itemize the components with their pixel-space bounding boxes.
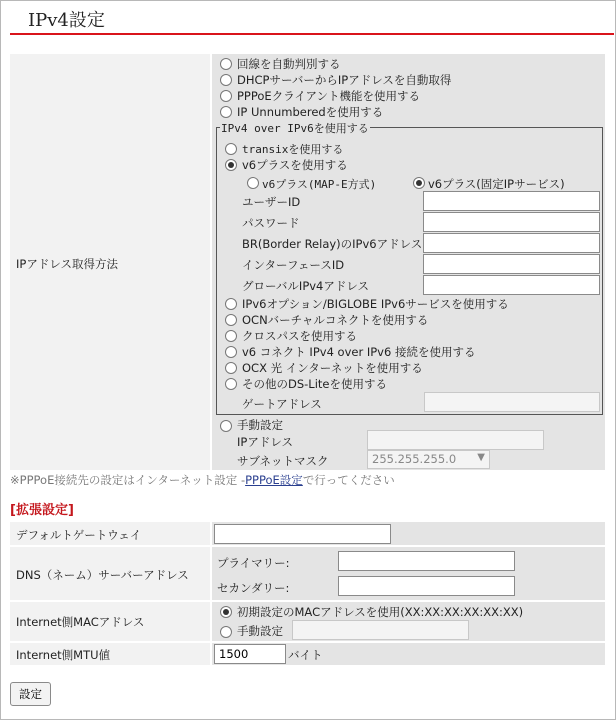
dns-label: DNS（ネーム）サーバーアドレス [16, 568, 189, 582]
user-id-input[interactable] [423, 191, 600, 211]
option-v6plus-fixed: v6プラス(固定IPサービス) [428, 177, 565, 191]
br-ipv6-input[interactable] [423, 233, 600, 253]
submit-button[interactable]: 設定 [10, 682, 51, 706]
radio-ipv6-option[interactable] [225, 298, 237, 310]
radio-transix[interactable] [225, 143, 237, 155]
dns-secondary-label: セカンダリー: [217, 581, 290, 595]
subnet-mask-value: 255.255.255.0 [372, 452, 457, 466]
radio-v6plus-mape[interactable] [247, 177, 259, 189]
extended-settings-heading: [拡張設定] [10, 503, 74, 518]
mtu-label: Internet側MTU値 [16, 648, 111, 662]
radio-ocx[interactable] [225, 362, 237, 374]
option-crosspath: クロスパスを使用する [242, 329, 357, 343]
radio-manual[interactable] [220, 420, 232, 432]
radio-mac-manual[interactable] [220, 626, 232, 638]
pppoe-note [10, 472, 395, 488]
radio-v6plus[interactable] [225, 159, 237, 171]
label-subnet-mask: サブネットマスク [237, 454, 329, 468]
option-ocx: OCX 光 インターネットを使用する [242, 361, 423, 375]
interface-id-input[interactable] [423, 254, 600, 274]
manual-ip-input[interactable] [367, 430, 544, 450]
pppoe-note-suffix: で行ってください [302, 473, 395, 487]
pppoe-settings-link[interactable]: PPPoE設定 [245, 473, 303, 487]
option-ip-unnumbered: IP Unnumberedを使用する [237, 105, 384, 119]
default-gateway-input[interactable] [214, 524, 391, 544]
option-auto-detect: 回線を自動判別する [237, 57, 341, 71]
page-title: IPv4設定 [28, 10, 105, 31]
radio-auto-detect[interactable] [220, 58, 232, 70]
label-gateway-address: ゲートアドレス [242, 397, 322, 411]
option-ipv6-option: IPv6オプション/BIGLOBE IPv6サービスを使用する [242, 297, 509, 311]
label-br-ipv6: BR(Border Relay)のIPv6アドレス [242, 237, 423, 251]
global-ipv4-input[interactable] [423, 275, 600, 295]
mtu-input[interactable] [214, 644, 286, 664]
option-mac-default: 初期設定のMACアドレスを使用(XX:XX:XX:XX:XX:XX) [237, 605, 524, 619]
option-v6plus: v6プラスを使用する [242, 158, 348, 172]
radio-ocn[interactable] [225, 314, 237, 326]
radio-crosspath[interactable] [225, 330, 237, 342]
option-dhcp: DHCPサーバーからIPアドレスを自動取得 [237, 73, 452, 87]
radio-dhcp[interactable] [220, 74, 232, 86]
radio-v6plus-fixed[interactable] [413, 177, 425, 189]
title-divider [10, 33, 614, 35]
mac-manual-input[interactable] [292, 620, 469, 640]
label-password: パスワード [242, 216, 300, 230]
dns-primary-input[interactable] [338, 551, 515, 571]
password-input[interactable] [423, 212, 600, 232]
radio-mac-default[interactable] [220, 606, 232, 618]
subnet-mask-select[interactable] [367, 450, 490, 469]
ipv4-over-ipv6-legend: IPv4 over IPv6を使用する [221, 122, 369, 135]
option-manual: 手動設定 [237, 418, 283, 432]
radio-ds-lite[interactable] [225, 378, 237, 390]
option-mac-manual: 手動設定 [237, 624, 283, 638]
radio-v6connect[interactable] [225, 346, 237, 358]
dns-secondary-input[interactable] [338, 576, 515, 596]
option-pppoe: PPPoEクライアント機能を使用する [237, 89, 421, 103]
ip-method-label: IPアドレス取得方法 [16, 257, 118, 271]
mac-label: Internet側MACアドレス [16, 615, 145, 629]
radio-ip-unnumbered[interactable] [220, 106, 232, 118]
mtu-unit: バイト [288, 648, 323, 662]
option-ocn: OCNバーチャルコネクトを使用する [242, 313, 429, 327]
label-user-id: ユーザーID [242, 195, 301, 209]
option-v6connect: v6 コネクト IPv4 over IPv6 接続を使用する [242, 345, 476, 359]
dns-primary-label: プライマリー: [217, 556, 290, 570]
gateway-address-input[interactable] [424, 392, 600, 412]
label-global-ipv4: グローバルIPv4アドレス [242, 279, 370, 293]
option-v6plus-mape: v6プラス(MAP-E方式) [262, 178, 377, 191]
label-interface-id: インターフェースID [242, 258, 345, 272]
default-gateway-label: デフォルトゲートウェイ [16, 528, 142, 542]
option-transix: transixを使用する [242, 143, 344, 156]
option-ds-lite: その他のDS-Liteを使用する [242, 377, 387, 391]
label-manual-ip: IPアドレス [237, 435, 293, 449]
chevron-down-icon: ▼ [477, 452, 485, 463]
pppoe-note-prefix: ※PPPoE接続先の設定はインターネット設定 - [10, 473, 246, 487]
radio-pppoe[interactable] [220, 90, 232, 102]
